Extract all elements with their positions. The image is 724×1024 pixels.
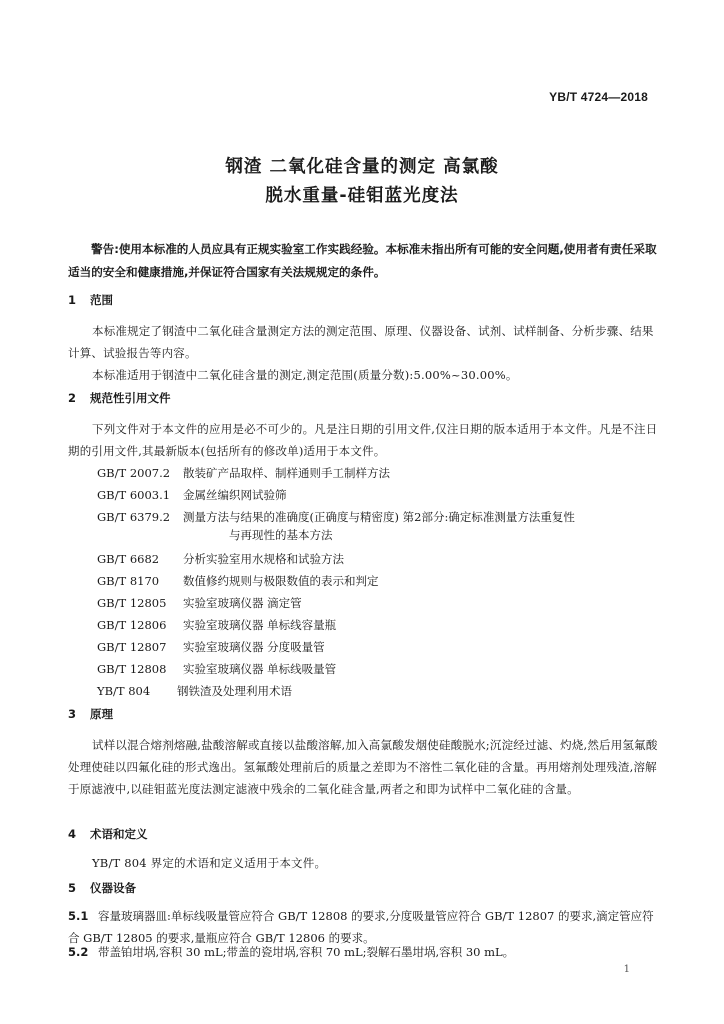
section-3-heading (68, 706, 113, 722)
warning-paragraph: 警告:使用本标准的人员应具有正规实验室工作实践经验。本标准未指出所有可能的安全问题,使用者有责任采取适当的安全和健康措施,并保证符合国家有关法规规定的条件。 (68, 242, 657, 279)
section-title: 范围 (90, 293, 113, 307)
reference-item (97, 484, 287, 506)
reference-item (97, 658, 336, 680)
reference-item (97, 680, 292, 702)
section-title: 规范性引用文件 (90, 391, 171, 405)
section-title: 原理 (90, 707, 113, 721)
reference-item (97, 614, 336, 636)
reference-code: GB/T 12805 (97, 596, 167, 610)
section-number: 1 (68, 293, 77, 307)
reference-title: 实验室玻璃仪器 分度吸量管 (183, 640, 325, 654)
section-4-heading (68, 826, 148, 842)
section-title: 术语和定义 (90, 827, 148, 841)
reference-title: 散装矿产品取样、制样通则手工制样方法 (183, 466, 390, 480)
reference-item (97, 548, 344, 570)
reference-title: 测量方法与结果的准确度(正确度与精密度) 第2部分:确定标准测量方法重复性 (183, 510, 575, 524)
reference-code: GB/T 2007.2 (97, 466, 171, 480)
equipment-item (68, 941, 662, 963)
reference-title-continuation: 与再现性的基本方法 (229, 528, 333, 542)
reference-title: 分析实验室用水规格和试验方法 (183, 552, 344, 566)
reference-item (97, 592, 302, 614)
reference-title: 金属丝编织网试验筛 (183, 488, 287, 502)
section-number: 4 (68, 827, 77, 841)
page-number: 1 (623, 964, 630, 975)
reference-code: GB/T 6003.1 (97, 488, 171, 502)
item-text: 带盖铂坩埚,容积 30 mL;带盖的瓷坩埚,容积 70 mL;裂解石墨坩埚,容积 30 mL。 (98, 945, 515, 959)
document-title-line1: 钢渣 二氧化硅含量的测定 高氯酸 (225, 157, 499, 177)
section-3-paragraph-1: 试样以混合熔剂熔融,盐酸溶解或直接以盐酸溶解,加入高氯酸发烟使硅酸脱水;沉淀经过滤、灼烧,然后用氢氟酸处理使硅以四氟化硅的形式逸出。氢氟酸处理前后的质量之差即为不溶性二氧化硅的含量。再用熔剂处理残渣,溶解于原滤液中,以硅钼蓝光度法测定滤液中残余的二氧化硅含量,两者之和即为试样中二氧化硅的含量。 (68, 738, 658, 796)
reference-code: YB/T 804 (97, 684, 151, 698)
section-number: 5 (68, 881, 77, 895)
reference-code: GB/T 8170 (97, 574, 160, 588)
section-2-heading (68, 390, 171, 406)
item-text: 容量玻璃器皿:单标线吸量管应符合 GB/T 12808 的要求,分度吸量管应符合 GB/T 12807 的要求,滴定管应符合 GB/T 12805 的要求,量瓶应符合 GB/T 12806 的要求。 (68, 909, 654, 945)
section-1-heading (68, 292, 113, 308)
section-1-paragraph-2: 本标准适用于钢渣中二氧化硅含量的测定,测定范围(质量分数):5.00%~30.00%。 (92, 368, 518, 382)
section-2-paragraph-1: 下列文件对于本文件的应用是必不可少的。凡是注日期的引用文件,仅注日期的版本适用于本文件。凡是不注日期的引用文件,其最新版本(包括所有的修改单)适用于本文件。 (68, 422, 658, 458)
reference-code: GB/T 12808 (97, 662, 167, 676)
section-number: 2 (68, 391, 77, 405)
reference-code: GB/T 6379.2 (97, 510, 171, 524)
reference-title: 实验室玻璃仪器 单标线吸量管 (183, 662, 337, 676)
reference-title: 实验室玻璃仪器 单标线容量瓶 (183, 618, 337, 632)
section-5-heading (68, 880, 136, 896)
reference-code: GB/T 12807 (97, 640, 167, 654)
reference-code: GB/T 12806 (97, 618, 167, 632)
item-number: 5.1 (68, 909, 89, 923)
reference-title: 数值修约规则与极限数值的表示和判定 (183, 574, 379, 588)
standard-code: YB/T 4724—2018 (549, 90, 648, 104)
reference-item (97, 506, 575, 528)
section-title: 仪器设备 (90, 881, 136, 895)
reference-code: GB/T 6682 (97, 552, 160, 566)
reference-title: 钢铁渣及处理利用术语 (177, 684, 292, 698)
section-4-paragraph-1: YB/T 804 界定的术语和定义适用于本文件。 (92, 856, 327, 870)
section-1-paragraph-1: 本标准规定了钢渣中二氧化硅含量测定方法的测定范围、原理、仪器设备、试剂、试样制备、分析步骤、结果计算、试验报告等内容。 (68, 324, 654, 360)
reference-item (97, 570, 379, 592)
document-title-line2: 脱水重量-硅钼蓝光度法 (265, 186, 459, 206)
reference-item (97, 462, 390, 484)
section-number: 3 (68, 707, 77, 721)
reference-title: 实验室玻璃仪器 滴定管 (183, 596, 302, 610)
reference-item (97, 636, 325, 658)
item-number: 5.2 (68, 945, 89, 959)
